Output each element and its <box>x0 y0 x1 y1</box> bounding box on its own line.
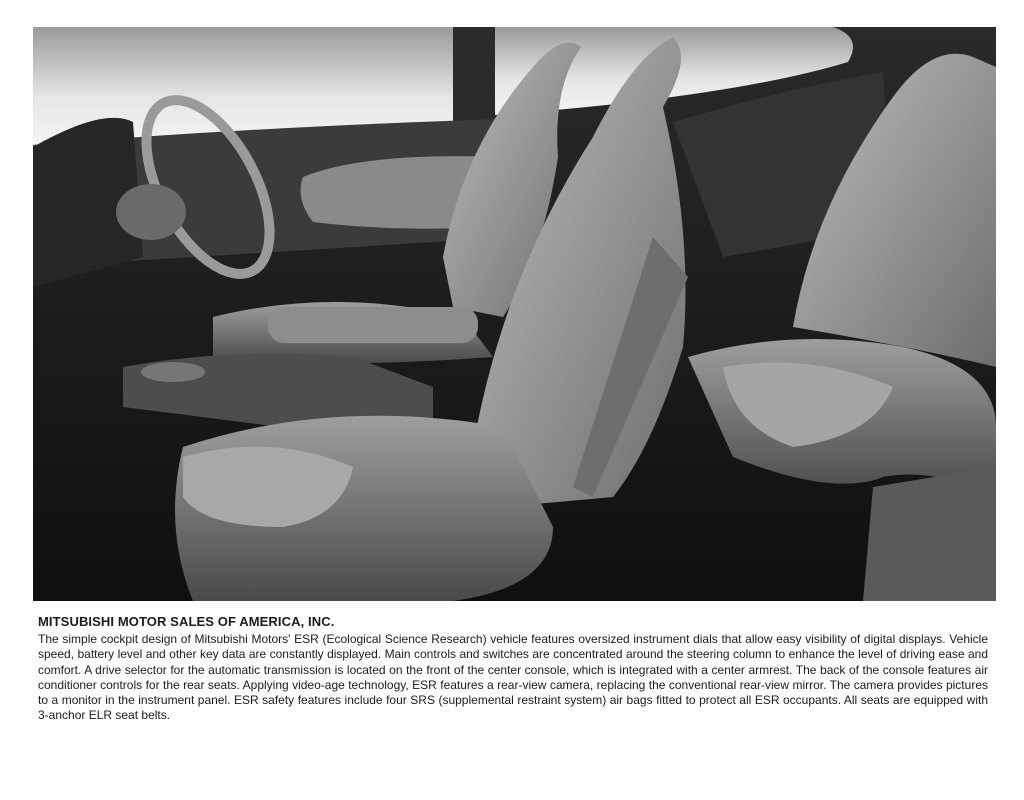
caption-title: MITSUBISHI MOTOR SALES OF AMERICA, INC. <box>38 614 335 629</box>
center-armrest <box>268 307 478 343</box>
photo-caption <box>38 614 988 724</box>
caption-body: The simple cockpit design of Mitsubishi Motors' ESR (Ecological Science Research) vehicle features oversized instrument dials that allow easy visibility of digital displays. Vehicle speed, battery level and other key data are constantly displayed. Main controls and switches are concentrated around the steering column to enhance the level of driving ease and comfort. A drive selector for the automatic transmission is located on the front of the center console, which is integrated with a center armrest. The back of the console features air conditioner controls for the rear seats. Applying video-age technology, ESR features a rear-view camera, replacing the conventional rear-view mirror. The camera provides pictures to a monitor in the instrument panel. ESR safety features include four SRS (supplemental restraint system) air bags fitted to protect all ESR occupants. All seats are equipped with 3-anchor ELR seat belts. <box>38 632 988 723</box>
car-interior-photo <box>33 27 996 601</box>
